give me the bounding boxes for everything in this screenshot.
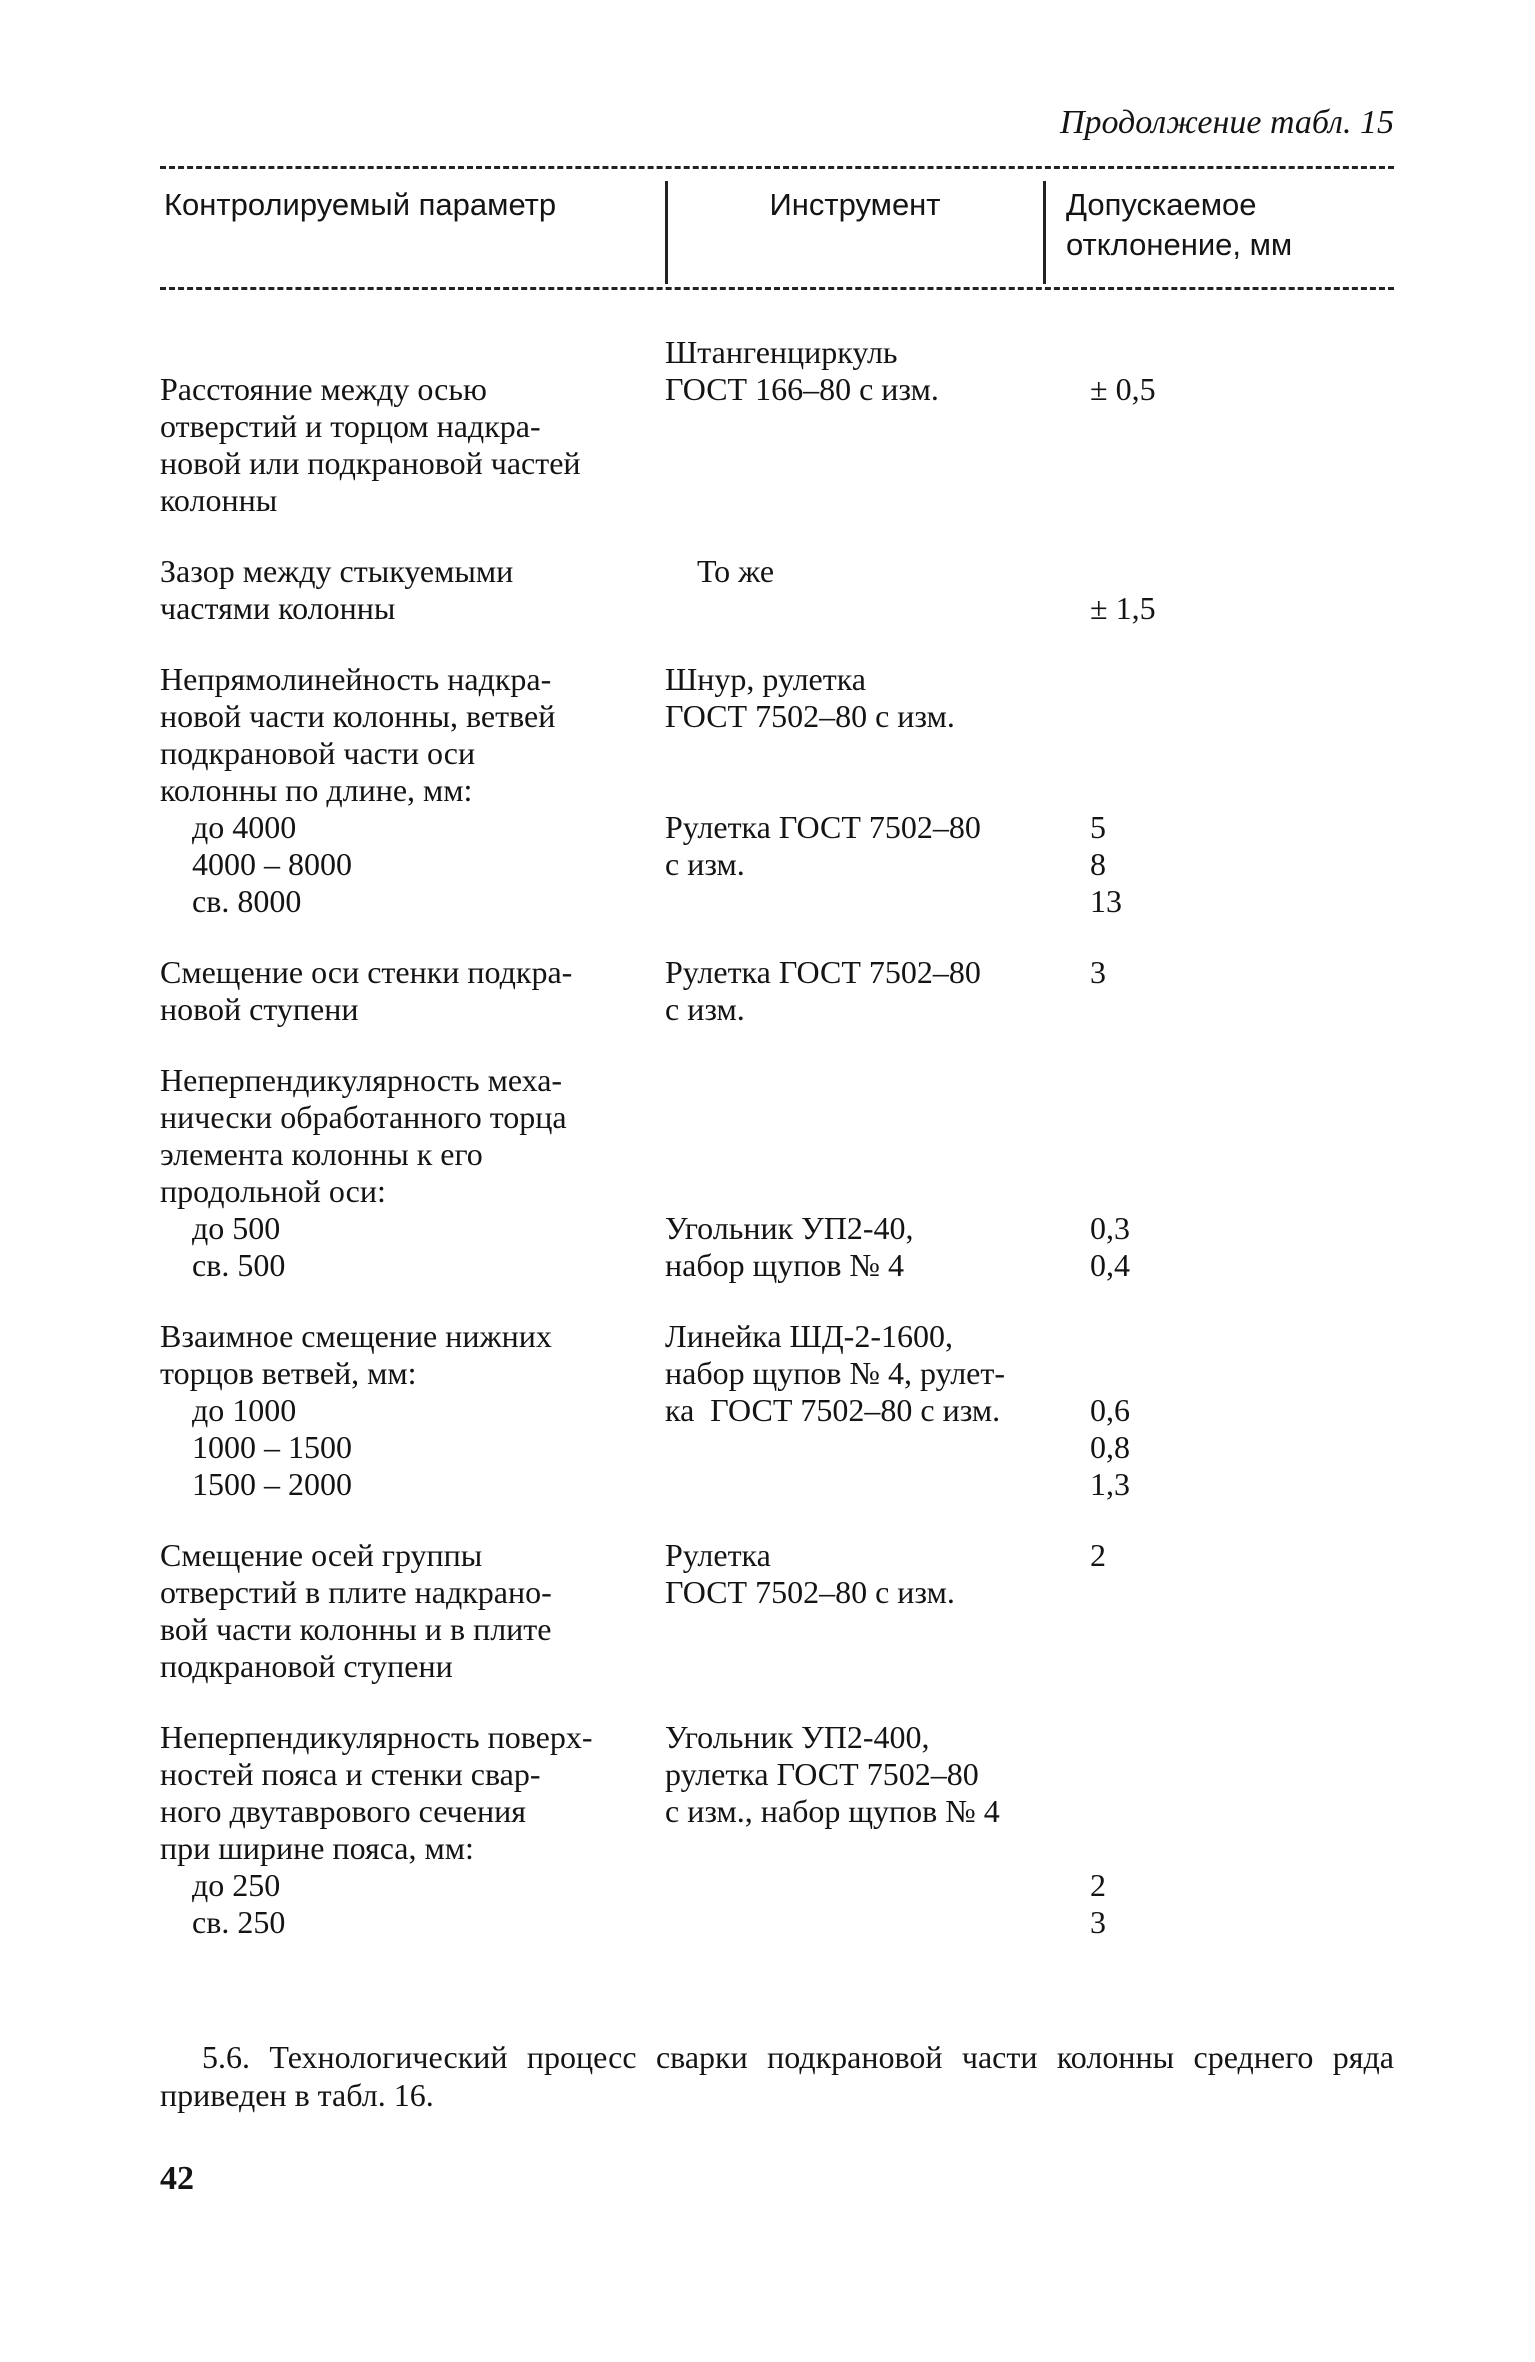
table-row (160, 954, 1394, 1028)
table-caption: Продолжение табл. 15 (1059, 104, 1394, 141)
tolerance-table (160, 166, 1394, 1975)
header-instrument: Инструмент (769, 187, 941, 222)
cell-instrument: То же (665, 553, 775, 589)
cell-tolerance: 2 (1090, 1537, 1106, 1573)
cell-tolerance: ± 0,5 (1090, 371, 1156, 407)
page-number: 42 (160, 2160, 194, 2197)
cell-parameter: Непрямолинейность надкра- новой части колонны, ветвей подкрановой части оси колонны по длине, мм: до 4000 4000 – 8000 св. 8000 (160, 661, 556, 919)
cell-parameter: Неперпендикулярность поверх- ностей пояса и стенки свар- ного двутаврового сечения при ширине пояса, мм: до 250 св. 250 (160, 1719, 593, 1940)
cell-parameter: Неперпендикулярность меха- нически обработанного торца элемента колонны к его продольной оси: до 500 св. 500 (160, 1062, 567, 1283)
cell-instrument: Штангенциркуль ГОСТ 166–80 с изм. (665, 334, 939, 407)
cell-instrument: Линейка ШД-2-1600, набор щупов № 4, рулет- ка ГОСТ 7502–80 с изм. (665, 1318, 1005, 1428)
table-row (160, 1062, 1394, 1284)
cell-instrument: Угольник УП2-40, набор щупов № 4 (665, 1210, 914, 1283)
cell-parameter: Зазор между стыкуемыми частями колонны (160, 553, 514, 626)
footnote-paragraph: 5.6. Технологический процесс сварки подкрановой части колонны среднего ряда приведен в табл. 16. (160, 2039, 1394, 2113)
table-header (160, 166, 1394, 290)
table-row (160, 1318, 1394, 1503)
cell-tolerance: 2 3 (1090, 1867, 1106, 1940)
cell-tolerance: 3 (1090, 954, 1106, 990)
cell-instrument: Рулетка ГОСТ 7502–80 с изм. (665, 954, 981, 1027)
table-row (160, 661, 1394, 920)
cell-tolerance: ± 1,5 (1090, 590, 1156, 626)
cell-tolerance: 0,3 0,4 (1090, 1210, 1130, 1283)
table-row (160, 334, 1394, 519)
cell-parameter: Взаимное смещение нижних торцов ветвей, мм: до 1000 1000 – 1500 1500 – 2000 (160, 1318, 552, 1502)
table-row (160, 1537, 1394, 1685)
cell-parameter: Расстояние между осью отверстий и торцом надкра- новой или подкрановой частей колонны (160, 371, 581, 518)
table-row (160, 553, 1394, 627)
cell-tolerance: 5 8 13 (1090, 809, 1122, 919)
cell-parameter: Смещение осей группы отверстий в плите надкрано- вой части колонны и в плите подкрановой ступени (160, 1537, 552, 1684)
cell-instrument: Рулетка ГОСТ 7502–80 с изм. (665, 1537, 955, 1610)
header-parameter: Контролируемый параметр (164, 187, 557, 222)
header-tolerance: Допускаемое отклонение, мм (1066, 187, 1293, 262)
cell-instrument: Угольник УП2-400, рулетка ГОСТ 7502–80 с изм., набор щупов № 4 (665, 1719, 1000, 1829)
cell-instrument: Шнур, рулетка ГОСТ 7502–80 с изм. Рулетка ГОСТ 7502–80 с изм. (665, 661, 981, 882)
table-body (160, 334, 1394, 1941)
cell-parameter: Смещение оси стенки подкра- новой ступени (160, 954, 573, 1027)
table-row (160, 1719, 1394, 1941)
cell-tolerance: 0,6 0,8 1,3 (1090, 1392, 1130, 1502)
